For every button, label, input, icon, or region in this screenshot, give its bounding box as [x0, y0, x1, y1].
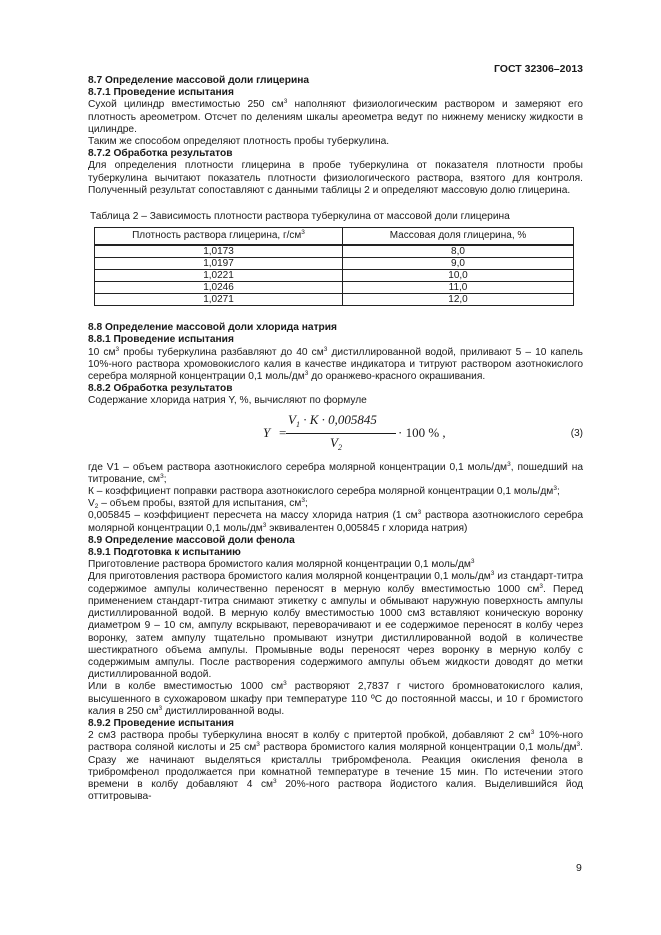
table-row [95, 282, 574, 294]
paragraph-kbr-alternative: Или в колбе вместимостью 1000 $см^3$ растворяют 2,7837 г чистого бромноватокислого калия, высушенного в сухожаровом шкафу при температуре 110 ºС до постоянной массы, и 10 г бромистого калия в 250 $см^3$ дистиллированной воды. [88, 680, 583, 717]
table-cell: 10,0 [343, 270, 574, 282]
formula-numerator: $V_1 \cdot K \cdot 0,005845$ [288, 411, 377, 429]
where-k: К – коэффициент поправки раствора азотнокислого серебра молярной концентрации 0,1 моль/$дм^3$; [88, 485, 560, 498]
where-v1: где V1 – объем раствора азотнокислого серебра молярной концентрации 0,1 моль/$дм^3$, пошедший на титрование, $см^3$; [88, 460, 583, 485]
formula-fraction-bar [286, 433, 396, 434]
subsection-8-8-2-heading: 8.8.2 Обработка результатов [88, 383, 233, 395]
paragraph-glycerin-density: Для определения плотности глицерина в пробе туберкулина от показателя плотности пробы туберкулина вычитают показатель плотности физиологического раствора, взятого для контроля. Полученный результат сопоставляют с данными таблицы 2 и определяют массовую долю глицерина. [88, 160, 583, 196]
paragraph-formula-intro: Содержание хлорида натрия Y, %, вычисляют по формуле [88, 395, 367, 407]
table-row [95, 270, 574, 282]
formula-multiplier: · 100 % , [398, 424, 446, 440]
table-cell: 9,0 [343, 258, 574, 270]
page-body [88, 75, 583, 803]
formula-number: (3) [570, 427, 583, 439]
table-col-mass-fraction-header: Массовая доля глицерина, % [343, 228, 574, 246]
table-cell: 1,0173 [95, 245, 343, 258]
subsection-8-7-1-heading: 8.7.1 Проведение испытания [88, 87, 234, 99]
page-number: 9 [576, 862, 582, 874]
table-cell: 12,0 [343, 294, 574, 306]
subsection-8-7-2-heading: 8.7.2 Обработка результатов [88, 148, 233, 160]
table-cell: 1,0197 [95, 258, 343, 270]
where-coefficient: 0,005845 – коэффициент пересчета на массу хлорида натрия (1 $см^3$ раствора азотнокислого серебра молярной концентрации 0,1 моль/$дм^3$ эквивалентен 0,005845 г хлорида натрия) [88, 509, 583, 534]
table-cell: 11,0 [343, 282, 574, 294]
document-code: ГОСТ 32306–2013 [493, 63, 583, 75]
subsection-8-8-1-heading: 8.8.1 Проведение испытания [88, 334, 234, 346]
table-row [95, 245, 574, 258]
formula-lhs: Y [263, 424, 271, 440]
paragraph-same-method: Таким же способом определяют плотность пробы туберкулина. [88, 136, 390, 148]
table-2 [94, 227, 574, 306]
formula-denominator: $V_2$ [330, 434, 342, 452]
paragraph-kbr-title: Приготовление раствора бромистого калия молярной концентрации 0,1 моль/$дм^3$ [88, 558, 475, 571]
subsection-8-9-2-heading: 8.9.2 Проведение испытания [88, 717, 234, 729]
table-col-density-header: Плотность раствора глицерина, $г/см^3$ [95, 228, 343, 246]
formula-3 [88, 411, 583, 458]
table-header-row [95, 228, 574, 246]
table-cell: 1,0246 [95, 282, 343, 294]
table-cell: 8,0 [343, 245, 574, 258]
formula-equals: = [279, 424, 287, 440]
section-8-7-heading: 8.7 Определение массовой доли глицерина [88, 75, 310, 86]
table-cell: 1,0221 [95, 270, 343, 282]
table-row [95, 294, 574, 306]
subsection-8-9-1-heading: 8.9.1 Подготовка к испытанию [88, 547, 241, 559]
table-cell: 1,0271 [95, 294, 343, 306]
paragraph-kbr-preparation: Для приготовления раствора бромистого калия молярной концентрации 0,1 моль/$дм^3$ из стандарт-титра содержимое ампулы количественно переносят в мерную колбу вместимостью 1000 $см^3$. Перед применением стандарт-титра снимают этикетку с ампулы и обмывают наружную поверхность ампулы дистиллированной водой. В мерную колбу вместимостью 1000 см3 вставляют коническую воронку диаметром 9 – 10 см, ампулу вскрывают, переворачивают и ее содержимое переносят в колбу через воронку, затем ампулу тщательно промывают изнутри дистиллированной водой в количестве шестикратного объема ампулы. Промывные воды переносят через воронку в мерную колбу с содержимым ампулы. После растворения содержимого ампулы объем жидкости доводят до метки дистиллированной водой. [88, 570, 583, 681]
section-8-8-heading: 8.8 Определение массовой доли хлорида натрия [88, 322, 337, 334]
paragraph-titration: 10 $см^3$ пробы туберкулина разбавляют до 40 $см^3$ дистиллированной водой, приливают 5 – 10 капель 10%-ного раствора хромовокислого калия в качестве индикатора и титруют раствором азотнокислого серебра молярной концентрации 0,1 моль/$дм^3$ до оранжево-красного окрашивания. [88, 345, 583, 383]
table-2-caption: Таблица 2 – Зависимость плотности раствора туберкулина от массовой доли глицерина [90, 211, 510, 223]
paragraph-phenol-test: 2 см3 раствора пробы туберкулина вносят в колбу с притертой пробкой, добавляют 2 $см^3$ 10%-ного раствора соляной кислоты и 25 $см^3$ раствора бромистого калия молярной концентрации 0,1 моль/$дм^3$. Сразу же начинают выделяться кристаллы трибромфенола. Реакция окисления фенола в трибромфенол продолжается при комнатной температуре в течение 15 мин. По истечении этого времени в колбу добавляют 4 $см^3$ 20%-ного раствора йодистого калия. Выделившийся йод оттитровыва- [88, 729, 584, 803]
section-8-9-heading: 8.9 Определение массовой доли фенола [88, 534, 295, 546]
paragraph-cylinder: Сухой цилиндр вместимостью 250 $см^3$ наполняют физиологическим раствором и замеряют его плотность ареометром. Отсчет по делениям шкалы ареометра ведут по нижнему мениску жидкости в цилиндре. [88, 98, 583, 135]
table-row [95, 258, 574, 270]
where-v2: $V_2$ – объем пробы, взятой для испытания, $см^3$; [88, 497, 308, 511]
